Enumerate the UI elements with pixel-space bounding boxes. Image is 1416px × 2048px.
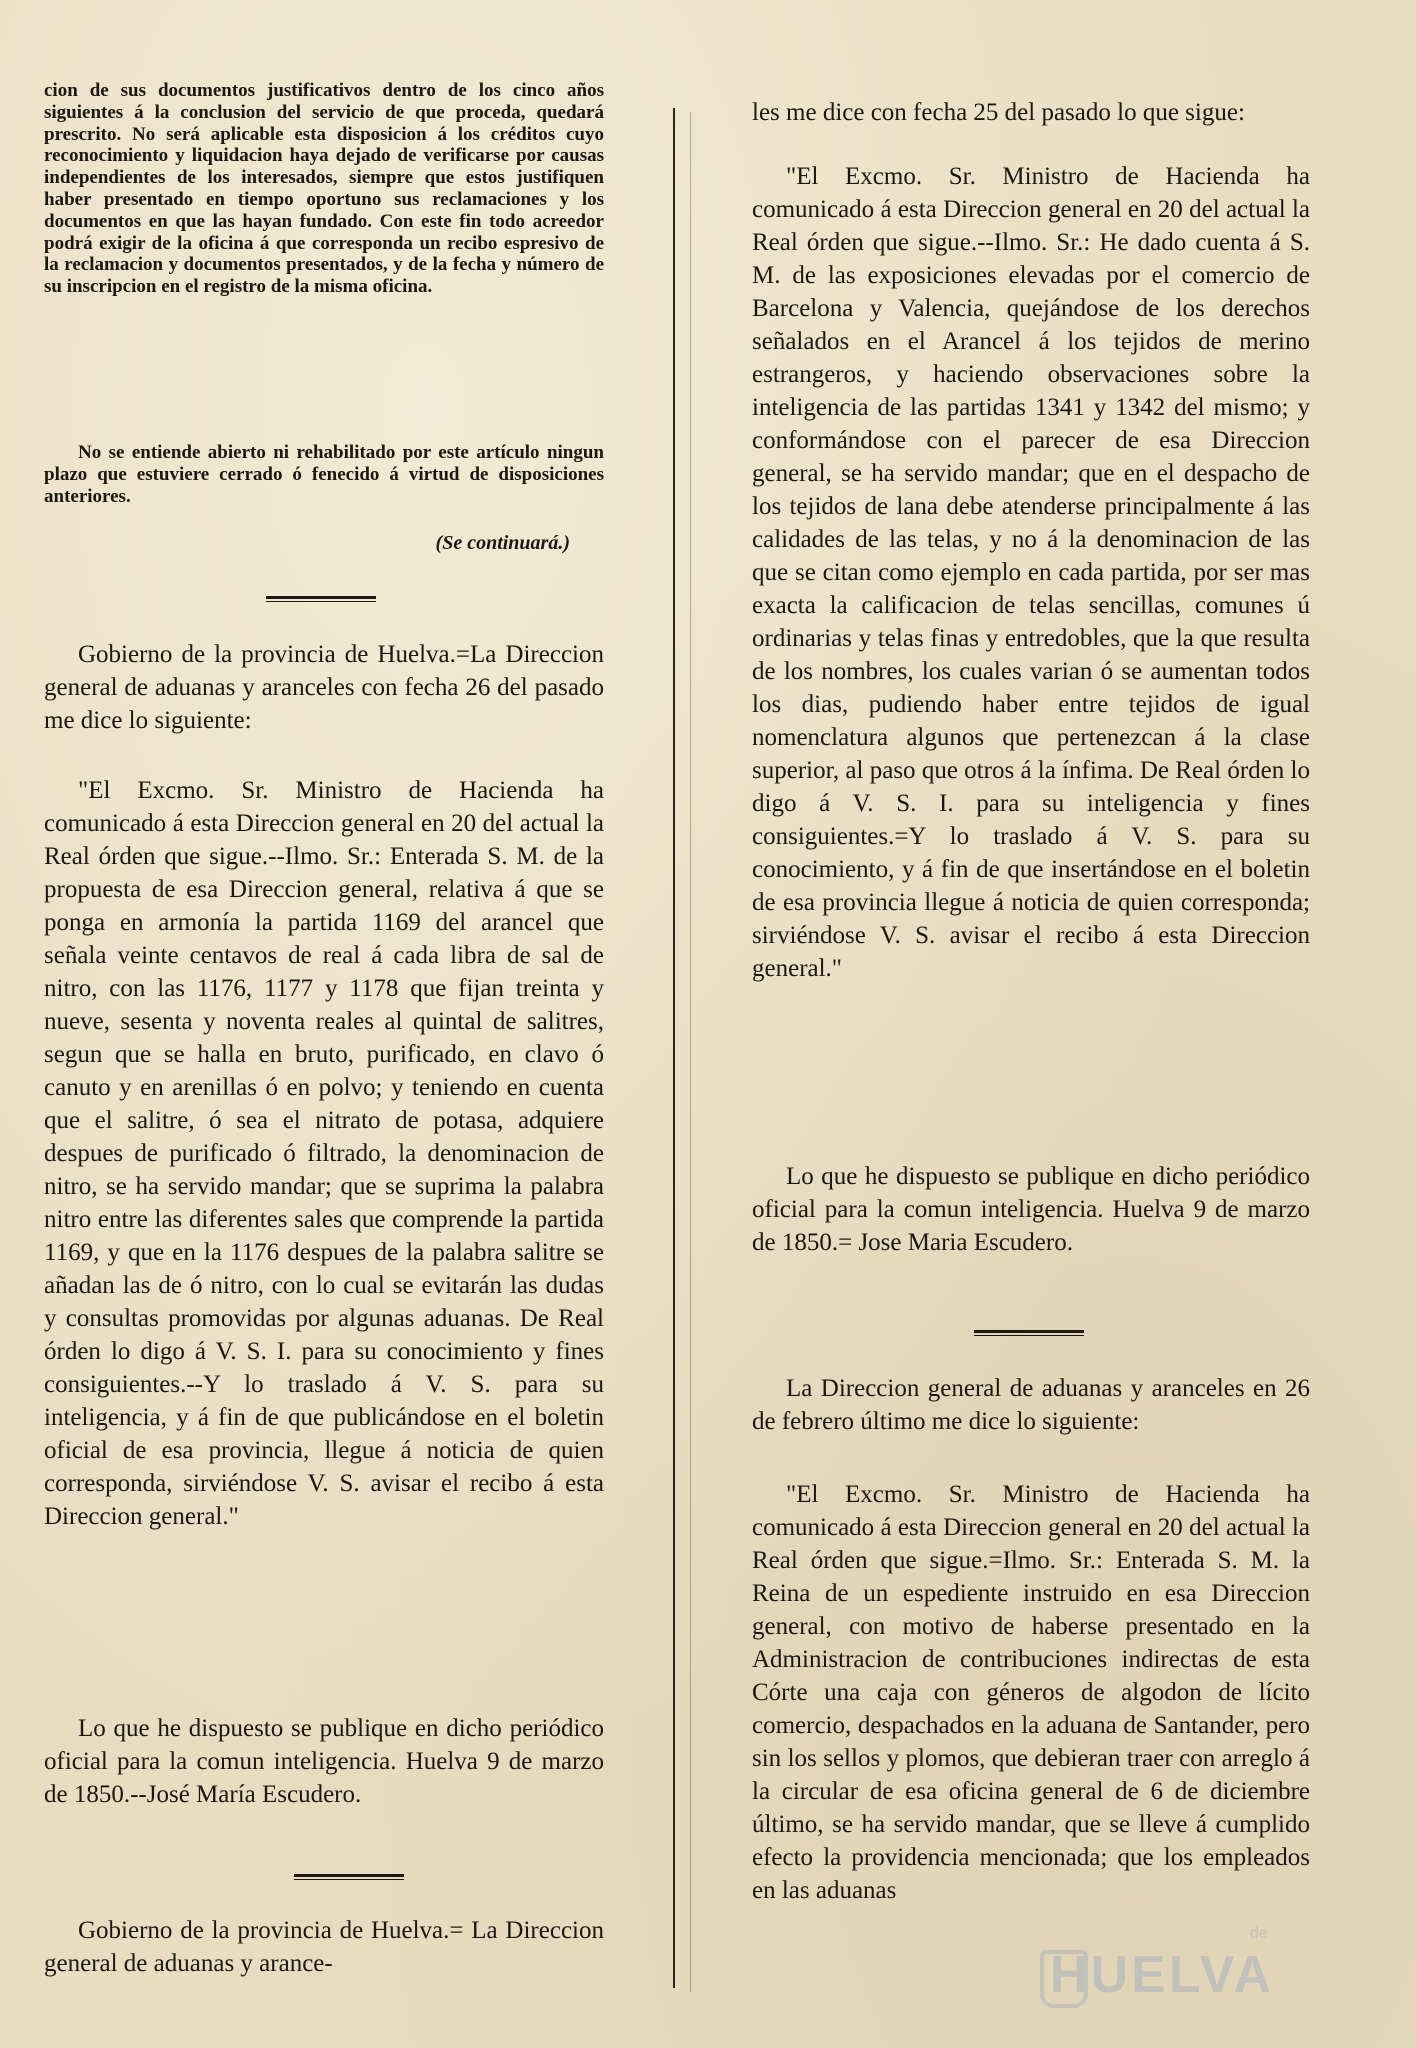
continued-paragraph-2: No se entiende abierto ni rehabilitado por este artículo ningun plazo que estuviere cerrado ó fenecido á virtud de disposiciones anteriores. [44, 442, 604, 507]
column-divider [673, 108, 675, 1988]
notice1-intro: Gobierno de la provincia de Huelva.=La Direccion general de aduanas y aranceles con fecha 26 del pasado me dice lo siguiente: [44, 641, 604, 734]
notice2-close: Lo que he dispuesto se publique en dicho periódico oficial para la comun inteligencia. Huelva 9 de marzo de 1850.= Jose Maria Escudero. [752, 1163, 1310, 1256]
continued-paragraph: cion de sus documentos justificativos dentro de los cinco años siguientes á la conclusion del servicio de que proceda, quedará prescrito. No será aplicable esta disposicion á los créditos cuyo reconocimiento y liquidacion haya dejado de verificarse por causas independientes de los interesados, siempre que estos justifiquen haber presentado en tiempo oportuno sus reclamaciones y los documentos en que las hayan fundado. Con este fin todo acreedor podrá exigir de la oficina á que corresponda un recibo espresivo de la reclamacion y documentos presentados, y de la fecha y número de su inscripcion en el registro de la misma oficina. [44, 80, 604, 298]
section-separator-3 [974, 1330, 1084, 1336]
section-separator-2 [294, 1874, 404, 1880]
section-separator [266, 596, 376, 602]
watermark-small-text: de [1250, 1925, 1268, 1942]
column-divider-shadow [690, 112, 691, 1992]
notice2-intro: Gobierno de la provincia de Huelva.= La Direccion general de aduanas y arance- [44, 1917, 604, 1977]
notice3-intro: La Direccion general de aduanas y aranceles en 26 de febrero último me dice lo siguiente: [752, 1375, 1310, 1435]
watermark-text: HUELVA [1050, 1946, 1275, 2004]
notice1-body: "El Excmo. Sr. Ministro de Hacienda ha comunicado á esta Direccion general en 20 del actual la Real órden que sigue.--Ilmo. Sr.: Enterada S. M. de la propuesta de esa Direccion general, relativa á que se ponga en armonía la partida 1169 del arancel que señala veinte centavos de real á cada libra de sal de nitro, con las 1176, 1177 y 1178 que fijan treinta y nueve, sesenta y noventa reales al quintal de salitres, segun que se halla en bruto, purificado, en clavo ó canuto y en arenillas ó en polvo; y teniendo en cuenta que el salitre, ó sea el nitrato de potasa, adquiere despues de purificado ó filtrado, la denominacion de nitro, se ha servido mandar; que se suprima la palabra nitro entre las diferentes sales que comprende la partida 1169, y que en la 1176 despues de la palabra salitre se añadan las de ó nitro, con lo cual se evitarán las dudas y consultas promovidas por algunas aduanas. De Real órden lo digo á V. S. I. para su conocimiento y fines consiguientes.--Y lo traslado á V. S. para su inteligencia, y á fin de que publicándose en el boletin oficial de esa provincia, llegue á noticia de quien corresponda, sirviéndose V. S. avisar el recibo á esta Direccion general." [44, 777, 604, 1530]
to-be-continued: (Se continuará.) [435, 532, 570, 554]
notice2-body: "El Excmo. Sr. Ministro de Hacienda ha comunicado á esta Direccion general en 20 del actual la Real órden que sigue.--Ilmo. Sr.: He dado cuenta á S. M. de las exposiciones elevadas por el comercio de Barcelona y Valencia, quejándose de los derechos señalados en el Arancel á los tejidos de merino estrangeros, y haciendo observaciones sobre la inteligencia de las partidas 1341 y 1342 del mismo; y conformándose con el parecer de esa Direccion general, se ha servido mandar; que en el despacho de los tejidos de lana debe atenderse principalmente á las calidades de las telas, y no á la denominacion de las que se citan como ejemplo en cada partida, por ser mas exacta la calificacion de telas sencillas, comunes ú ordinarias y telas finas y entredobles, que la que resulta de los nombres, los cuales varian ó se aumentan todos los dias, pudiendo haber entre tejidos de igual nomenclatura algunos que pertenezcan á la clase superior, al paso que otros á la ínfima. De Real órden lo digo á V. S. I. para su inteligencia y fines consiguientes.=Y lo traslado á V. S. para su conocimiento, y á fin de que insertándose en el boletin de esa provincia llegue á noticia de quien corresponda; sirviéndose V. S. avisar el recibo á esta Direccion general." [752, 163, 1310, 982]
notice1-close: Lo que he dispuesto se publique en dicho periódico oficial para la comun inteligencia. Huelva 9 de marzo de 1850.--José María Escudero. [44, 1715, 604, 1808]
notice3-body: "El Excmo. Sr. Ministro de Hacienda ha comunicado á esta Direccion general en 20 del actual la Real órden que sigue.=Ilmo. Sr.: Enterada S. M. la Reina de un espediente instruido en esa Direccion general, con motivo de haberse presentado en la Administracion de contribuciones indirectas de esta Córte una caja con géneros de algodon de lícito comercio, despachados en la aduana de Santander, pero sin los sellos y plomos, que debieran traer con arreglo á la circular de esa oficina general de 6 de diciembre último, se ha servido mandar, que se lleve á cumplido efecto la providencia mencionada; que los empleados en las aduanas [752, 1481, 1310, 1904]
notice2-continued: les me dice con fecha 25 del pasado lo que sigue: [752, 99, 1245, 126]
